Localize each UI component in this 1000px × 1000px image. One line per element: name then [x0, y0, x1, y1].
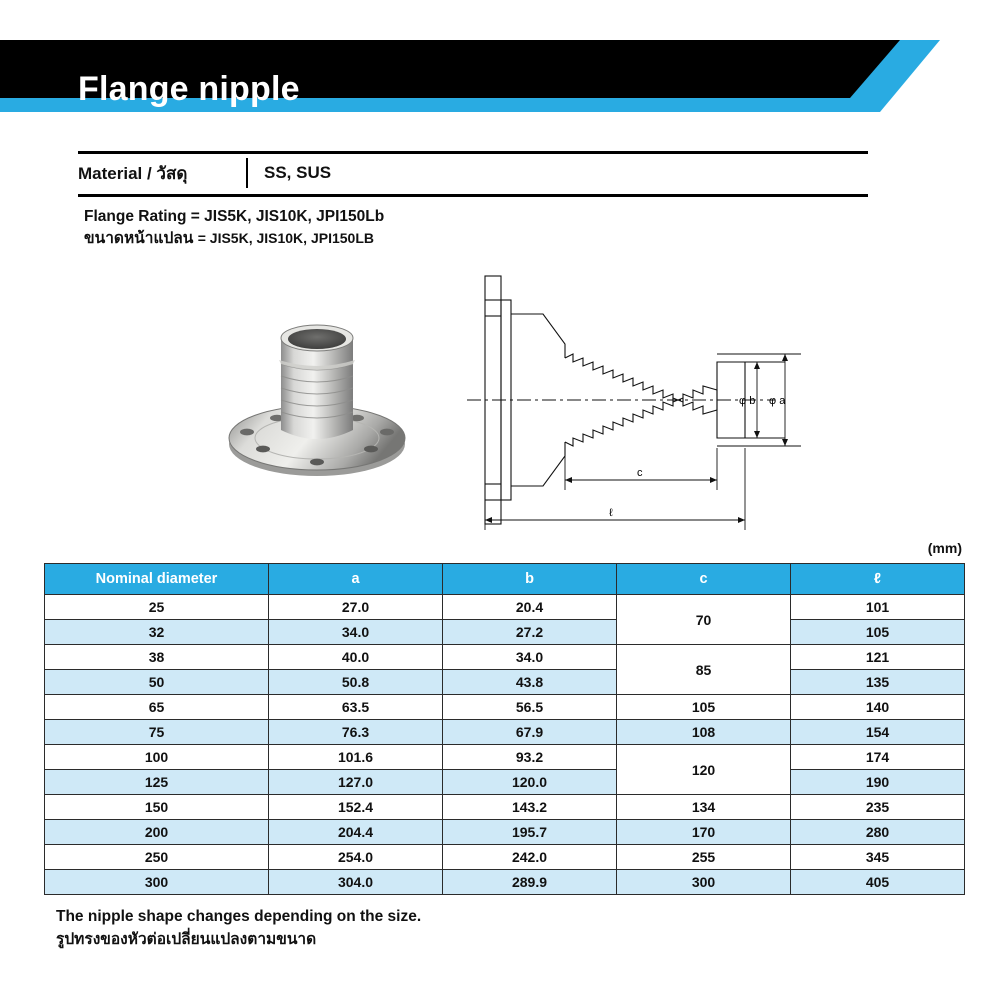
cell-l: 101	[791, 595, 965, 620]
cell-b: 143.2	[443, 795, 617, 820]
page-title: Flange nipple	[78, 70, 300, 108]
table-row	[45, 620, 965, 645]
cell-a: 50.8	[269, 670, 443, 695]
table-header-row	[45, 564, 965, 595]
cell-l: 105	[791, 620, 965, 645]
table-row	[45, 820, 965, 845]
cell-a: 254.0	[269, 845, 443, 870]
cell-a: 152.4	[269, 795, 443, 820]
table-row	[45, 745, 965, 770]
table-row	[45, 595, 965, 620]
cell-c: 170	[617, 820, 791, 845]
table-row	[45, 670, 965, 695]
cell-a: 127.0	[269, 770, 443, 795]
cell-b: 195.7	[443, 820, 617, 845]
material-divider	[246, 158, 248, 188]
cell-b: 242.0	[443, 845, 617, 870]
material-value: SS, SUS	[264, 163, 332, 182]
table-row	[45, 770, 965, 795]
column-header-l: ℓ	[791, 564, 965, 595]
cell-nominal-diameter: 65	[45, 695, 269, 720]
material-label: Material / วัสดุ	[78, 163, 188, 183]
product-photo	[185, 272, 445, 502]
cell-c: 70	[617, 595, 791, 645]
cell-b: 27.2	[443, 620, 617, 645]
footer-note-en: The nipple shape changes depending on the size.	[56, 908, 422, 925]
column-header-c: c	[617, 564, 791, 595]
cell-a: 101.6	[269, 745, 443, 770]
cell-b: 120.0	[443, 770, 617, 795]
material-rule-bottom	[78, 194, 868, 197]
cell-a: 63.5	[269, 695, 443, 720]
spec-table	[44, 563, 965, 895]
cell-nominal-diameter: 200	[45, 820, 269, 845]
material-row	[78, 152, 868, 194]
cell-a: 27.0	[269, 595, 443, 620]
cell-c: 134	[617, 795, 791, 820]
cell-a: 204.4	[269, 820, 443, 845]
table-row	[45, 870, 965, 895]
column-header-b: b	[443, 564, 617, 595]
cell-l: 140	[791, 695, 965, 720]
cell-nominal-diameter: 32	[45, 620, 269, 645]
column-header-nominal-diameter: Nominal diameter	[45, 564, 269, 595]
cell-c: 300	[617, 870, 791, 895]
cell-nominal-diameter: 25	[45, 595, 269, 620]
cell-nominal-diameter: 150	[45, 795, 269, 820]
cell-b: 43.8	[443, 670, 617, 695]
flange-rating-label-th: ขนาดหน้าแปลน	[84, 230, 194, 248]
cell-c: 120	[617, 745, 791, 795]
cell-l: 280	[791, 820, 965, 845]
cell-b: 93.2	[443, 745, 617, 770]
flange-rating-line-th	[84, 228, 384, 250]
cell-b: 20.4	[443, 595, 617, 620]
cell-a: 304.0	[269, 870, 443, 895]
cell-nominal-diameter: 300	[45, 870, 269, 895]
table-row	[45, 645, 965, 670]
cell-a: 34.0	[269, 620, 443, 645]
flange-rating-block	[84, 206, 384, 251]
cell-b: 56.5	[443, 695, 617, 720]
cell-l: 345	[791, 845, 965, 870]
cell-l: 154	[791, 720, 965, 745]
cell-l: 121	[791, 645, 965, 670]
cell-a: 40.0	[269, 645, 443, 670]
footer-note-th: รูปทรงของหัวต่อเปลี่ยนแปลงตามขนาด	[56, 931, 317, 949]
flange-rating-line-en: Flange Rating = JIS5K, JIS10K, JPI150Lb	[84, 208, 385, 225]
cell-nominal-diameter: 50	[45, 670, 269, 695]
cell-l: 135	[791, 670, 965, 695]
units-note: (mm)	[927, 540, 962, 556]
cell-c: 105	[617, 695, 791, 720]
footer-notes	[56, 905, 421, 952]
table-row	[45, 845, 965, 870]
cell-c: 108	[617, 720, 791, 745]
cell-nominal-diameter: 250	[45, 845, 269, 870]
dimension-label-phi-b: φ b	[739, 395, 756, 407]
technical-drawing	[455, 258, 825, 543]
cell-c: 255	[617, 845, 791, 870]
cell-nominal-diameter: 100	[45, 745, 269, 770]
table-row	[45, 795, 965, 820]
cell-l: 190	[791, 770, 965, 795]
dimension-label-c: c	[637, 467, 643, 479]
dimension-label-phi-a: φ a	[769, 395, 786, 407]
cell-nominal-diameter: 75	[45, 720, 269, 745]
cell-b: 289.9	[443, 870, 617, 895]
cell-nominal-diameter: 38	[45, 645, 269, 670]
column-header-a: a	[269, 564, 443, 595]
cell-b: 67.9	[443, 720, 617, 745]
cell-b: 34.0	[443, 645, 617, 670]
flange-rating-value-th: = JIS5K, JIS10K, JPI150LB	[197, 230, 374, 247]
dimension-label-l: ℓ	[609, 507, 613, 519]
cell-nominal-diameter: 125	[45, 770, 269, 795]
cell-l: 235	[791, 795, 965, 820]
cell-l: 174	[791, 745, 965, 770]
cell-l: 405	[791, 870, 965, 895]
table-row	[45, 695, 965, 720]
table-row	[45, 720, 965, 745]
cell-c: 85	[617, 645, 791, 695]
cell-a: 76.3	[269, 720, 443, 745]
spec-table-wrapper	[44, 563, 964, 895]
